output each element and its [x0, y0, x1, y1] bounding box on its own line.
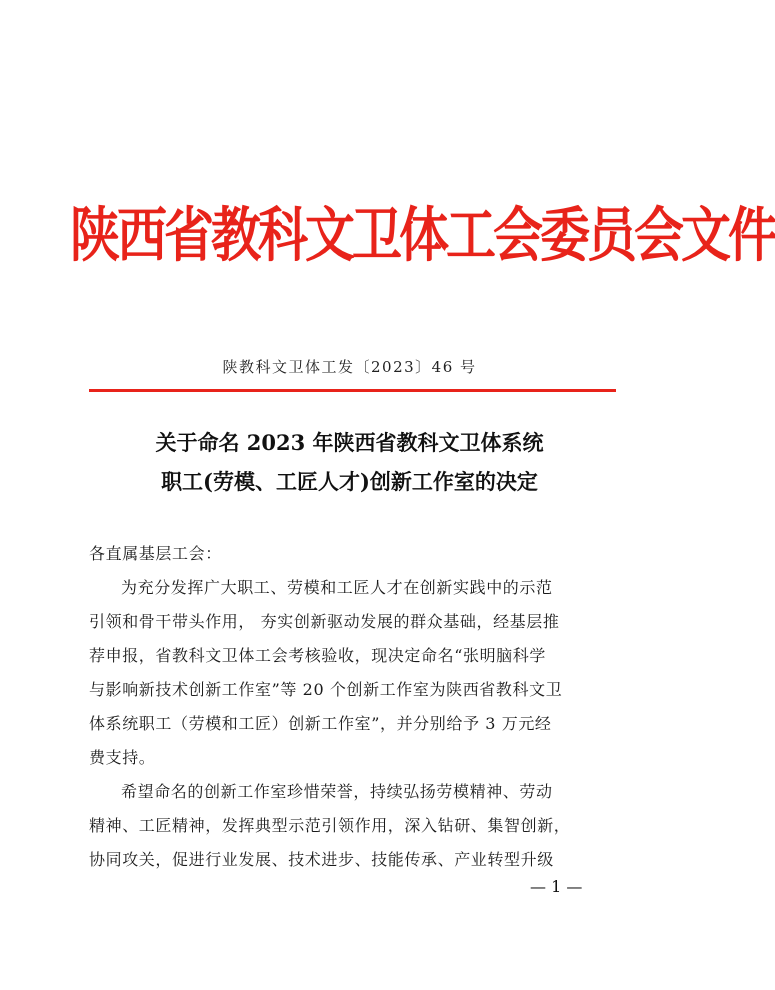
document-number: 陕教科文卫体工发〔2023〕46 号	[222, 358, 477, 376]
paragraph-1-line: 荐申报，省教科文卫体工会考核验收，现决定命名“张明脑科学	[89, 646, 546, 665]
red-header-title: 陕西省教科文卫体工会委员会文件	[70, 200, 775, 270]
paragraph-1-line: 费支持。	[89, 748, 156, 767]
paragraph-1-line: 体系统职工（劳模和工匠）创新工作室”，并分别给予 3 万元经	[89, 714, 552, 733]
paragraph-1-line: 与影响新技术创新工作室”等 20 个创新工作室为陕西省教科文卫	[89, 680, 563, 699]
decision-title-line-2: 职工(劳模、工匠人才)创新工作室的决定	[161, 469, 538, 494]
page-number: — 1 —	[530, 877, 583, 896]
paragraph-1-line: 引领和骨干带头作用， 夯实创新驱动发展的群众基础，经基层推	[89, 612, 560, 631]
paragraph-2-line: 希望命名的创新工作室珍惜荣誉，持续弘扬劳模精神、劳动	[121, 782, 553, 801]
decision-title-line-1: 关于命名 2023 年陕西省教科文卫体系统	[155, 430, 544, 455]
paragraph-2-line: 协同攻关，促进行业发展、技术进步、技能传承、产业转型升级	[89, 850, 554, 869]
salutation: 各直属基层工会：	[89, 544, 222, 563]
paragraph-1-line: 为充分发挥广大职工、劳模和工匠人才在创新实践中的示范	[121, 578, 553, 597]
red-divider-line	[89, 389, 616, 392]
paragraph-2-line: 精神、工匠精神，发挥典型示范引领作用，深入钻研、集智创新，	[89, 816, 571, 835]
